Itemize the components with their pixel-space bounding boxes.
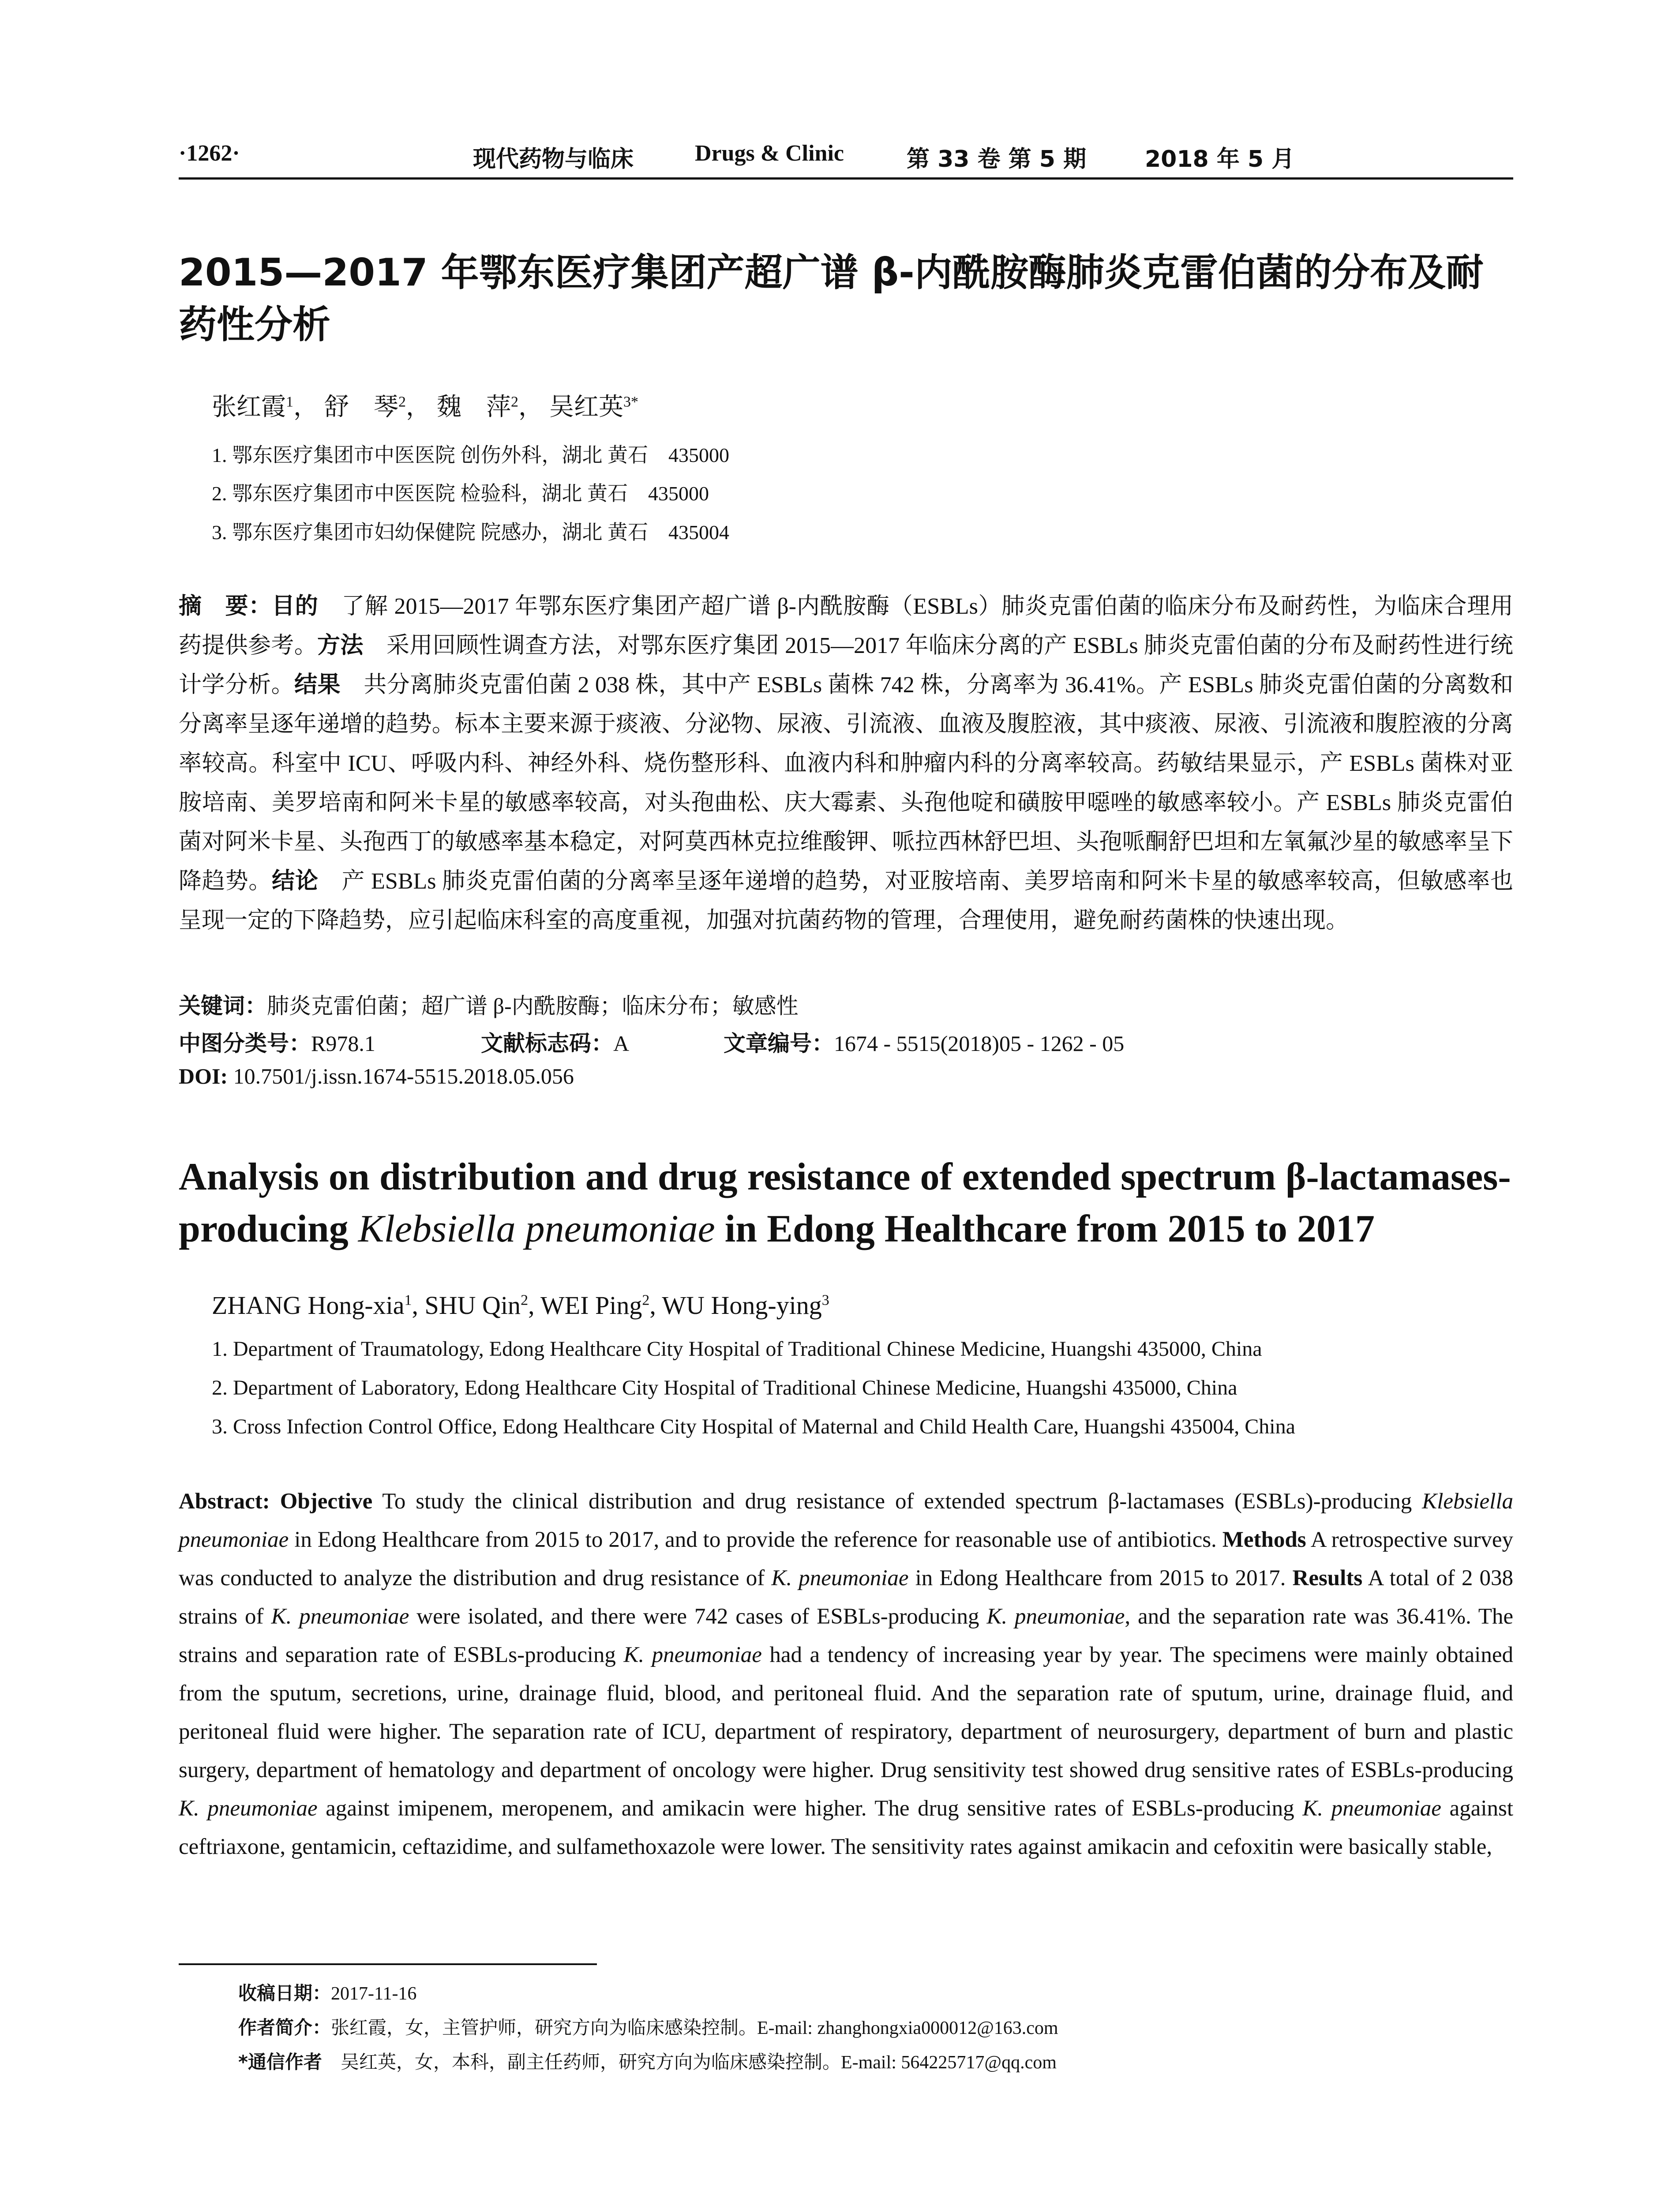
received-label: 收稿日期： [238, 1982, 331, 2004]
species-name: K. pneumoniae [1302, 1796, 1441, 1821]
affiliation-en: 1. Department of Traumatology, Edong Healthcare City Hospital of Traditional Chinese Medicine, Huangshi 435000, China [212, 1337, 1262, 1361]
abstract-text: A total of 2 038 strains of [179, 1566, 1513, 1629]
author-name: WEI Ping [540, 1291, 642, 1320]
article-number [724, 1026, 1124, 1058]
article-value: 1674 - 5515(2018)05 - 1262 - 05 [834, 1031, 1125, 1056]
title-en-part: producing [179, 1208, 358, 1250]
author-name: ZHANG Hong-xia [212, 1291, 405, 1320]
author-bio-label: 作者简介： [238, 2017, 331, 2038]
clc-value: R978.1 [311, 1031, 375, 1056]
affiliation-cn: 1. 鄂东医疗集团市中医医院 创伤外科，湖北 黄石 435000 [212, 444, 729, 466]
keywords-text: 肺炎克雷伯菌；超广谱 β-内酰胺酶；临床分布；敏感性 [267, 994, 799, 1018]
footnote-received [238, 1979, 416, 2005]
species-name: K. pneumoniae [179, 1796, 318, 1821]
objective-text: 了解 2015—2017 年鄂东医疗集团产超广谱 β-内酰胺酶（ESBLs）肺炎克雷伯菌的临床分布及耐药性，为临床合理用药提供参考。 [179, 594, 1513, 658]
methods-label: 方法 [317, 632, 364, 659]
title-cn-line1: 2015—2017 年鄂东医疗集团产超广谱 β-内酰胺酶肺炎克雷伯菌的分布及耐 [179, 251, 1484, 295]
results-label: 结果 [294, 672, 341, 698]
author-name: WU Hong-ying [662, 1291, 822, 1320]
title-cn-line2: 药性分析 [179, 303, 330, 347]
objective-label: 目的 [272, 593, 319, 619]
author-sup: 1 [286, 394, 293, 410]
author-sup: 3 [821, 1292, 829, 1309]
objective-label: Objective [280, 1489, 373, 1514]
title-en-species: Klebsiella pneumoniae [358, 1208, 715, 1250]
abstract-en [179, 1482, 1513, 1866]
authors-cn: 张红霞$^1$， 舒 琴$^2$， 魏 萍$^2$， 吴红英$^{3*}$ [212, 394, 638, 421]
classification-line [179, 1026, 375, 1058]
title-en-line2 [179, 1204, 1529, 1255]
conclusion-label: 结论 [272, 868, 319, 894]
abstract-text: , and the separation rate was 36.41%. The strains and separation rate of ESBLs-producing [179, 1604, 1513, 1667]
corresponding-info: 吴红英，女，本科，副主任药师，研究方向为临床感染控制。E-mail: 564225717@qq.com [322, 2052, 1057, 2073]
keywords-cn [179, 988, 799, 1020]
species-name: Klebsiella pneumoniae [179, 1489, 1513, 1552]
keywords-label: 关键词： [179, 993, 267, 1019]
clc-label: 中图分类号： [179, 1031, 311, 1056]
results-text: 共分离肺炎克雷伯菌 2 038 株，其中产 ESBLs 菌株 742 株，分离率为 36.41%。产 ESBLs 肺炎克雷伯菌的分离数和分离率呈逐年递增的趋势。标本主要来源于痰液、分泌物、尿液、引流液、血液及腹腔液，其中痰液、尿液、引流液和腹腔液的分离率较高。科室中 ICU、呼吸内科、神经外科、烧伤整形科、血液内科和肿瘤内科的分离率较高。药敏结果显示，产 ESBLs 菌株对亚胺培南、美罗培南和阿米卡星的敏感率较高，对头孢曲松、庆大霉素、头孢他啶和磺胺甲噁唑的敏感率较小。产 ESBLs 肺炎克雷伯菌对阿米卡星、头孢西丁的敏感率基本稳定，对阿莫西林克拉维酸钾、哌拉西林舒巴坦、头孢哌酮舒巴坦和左氧氟沙星的敏感率呈下降趋势。 [179, 672, 1513, 894]
author-sup: 3* [623, 394, 638, 410]
author-sup: 2 [521, 1292, 529, 1309]
doi-line [179, 1063, 574, 1089]
abstract-text: in Edong Healthcare from 2015 to 2017, and to provide the reference for reasonable use of antibiotics. [289, 1527, 1222, 1552]
journal-name-en: Drugs & Clinic [695, 141, 844, 166]
authors-en: ZHANG Hong-xia$^1$, SHU Qin$^2$, WEI Ping$^2$, WU Hong-ying$^3$ [212, 1291, 829, 1320]
author-name: 魏 萍 [437, 394, 511, 421]
methods-text: 采用回顾性调查方法，对鄂东医疗集团 2015—2017 年临床分离的产 ESBLs 肺炎克雷伯菌的分布及耐药性进行统计学分析。 [179, 633, 1513, 698]
footnote-rule [179, 1963, 597, 1965]
abstract-text: A retrospective survey was conducted to analyze the distribution and drug resistance of [179, 1527, 1513, 1591]
abstract-label: Abstract: [179, 1489, 270, 1514]
author-bio: 张红霞，女，主管护师，研究方向为临床感染控制。E-mail: zhanghongxia000012@163.com [331, 2018, 1058, 2038]
doi-value[interactable]: 10.7501/j.issn.1674-5515.2018.05.056 [233, 1064, 574, 1088]
title-en-part: in Edong Healthcare from 2015 to 2017 [715, 1208, 1375, 1250]
volume-issue: 第 33 卷 第 5 期 [907, 146, 1087, 173]
abstract-text: in Edong Healthcare from 2015 to 2017. [908, 1566, 1293, 1591]
abstract-text: were isolated, and there were 742 cases of ESBLs-producing [409, 1604, 987, 1629]
title-en-line1: Analysis on distribution and drug resistance of extended spectrum β-lactamases- [179, 1156, 1511, 1198]
affiliation-en: 2. Department of Laboratory, Edong Healthcare City Hospital of Traditional Chinese Medicine, Huangshi 435000, China [212, 1376, 1238, 1399]
header-rule [179, 177, 1513, 180]
species-name: K. pneumoniae [771, 1566, 909, 1591]
abstract-text: To study the clinical distribution and drug resistance of extended spectrum β-lactamases (ESBLs)-producing [372, 1489, 1422, 1514]
doc-value: A [613, 1031, 630, 1056]
conclusion-text: 产 ESBLs 肺炎克雷伯菌的分离率呈逐年递增的趋势，对亚胺培南、美罗培南和阿米卡星的敏感率较高，但敏感率也呈现一定的下降趋势，应引起临床科室的高度重视，加强对抗菌药物的管理，合理使用，避免耐药菌株的快速出现。 [179, 869, 1513, 933]
author-name: 舒 琴 [324, 394, 398, 421]
species-name: K. pneumoniae [271, 1604, 409, 1629]
doi-label: DOI: [179, 1064, 228, 1088]
issue-date: 2018 年 5 月 [1145, 146, 1295, 173]
article-label: 文章编号： [724, 1031, 834, 1056]
footnote-author [238, 2013, 1058, 2040]
author-sup: 1 [404, 1292, 412, 1309]
results-label: Results [1292, 1566, 1363, 1591]
abstract-text: against ceftriaxone, gentamicin, ceftazidime, and sulfamethoxazole were lower. The sensitivity rates against amikacin and cefoxitin were basically stable, [179, 1796, 1513, 1859]
author-sup: 2 [642, 1292, 650, 1309]
author-sup: 2 [398, 394, 406, 410]
abstract-text: against imipenem, meropenem, and amikacin were higher. The drug sensitive rates of ESBLs-producing [317, 1796, 1303, 1821]
species-name: K. pneumoniae [623, 1643, 762, 1667]
affiliation-cn: 2. 鄂东医疗集团市中医医院 检验科，湖北 黄石 435000 [212, 482, 709, 505]
journal-name-cn: 现代药物与临床 [473, 146, 634, 173]
page-number: ·1262· [179, 141, 240, 166]
abstract-label: 摘 要： [179, 593, 272, 619]
footnote-corresponding [238, 2048, 1057, 2074]
author-name: 吴红英 [549, 394, 623, 421]
abstract-text: had a tendency of increasing year by year. The specimens were mainly obtained from the sputum, secretions, urine, drainage fluid, blood, and peritoneal fluid. And the separation rate of sputum, urine, drainage fluid, and peritoneal fluid were higher. The separation rate of ICU, department of respiratory, department of neurosurgery, department of burn and plastic surgery, department of hematology and department of oncology were higher. Drug sensitivity test showed drug sensitive rates of ESBLs-producing [179, 1643, 1513, 1782]
species-name: K. pneumoniae [986, 1604, 1125, 1629]
author-name: SHU Qin [424, 1291, 521, 1320]
doc-label: 文献标志码： [481, 1031, 613, 1056]
methods-label: Methods [1222, 1527, 1306, 1552]
author-name: 张红霞 [212, 394, 286, 421]
abstract-cn [179, 587, 1513, 940]
affiliation-cn: 3. 鄂东医疗集团市妇幼保健院 院感办，湖北 黄石 435004 [212, 521, 729, 544]
affiliation-en: 3. Cross Infection Control Office, Edong Healthcare City Hospital of Maternal and Child Health Care, Huangshi 435004, China [212, 1415, 1295, 1438]
corresponding-label: *通信作者 [238, 2051, 322, 2073]
doc-code [481, 1026, 629, 1058]
received-date: 2017-11-16 [331, 1984, 417, 2004]
author-sup: 2 [511, 394, 518, 410]
